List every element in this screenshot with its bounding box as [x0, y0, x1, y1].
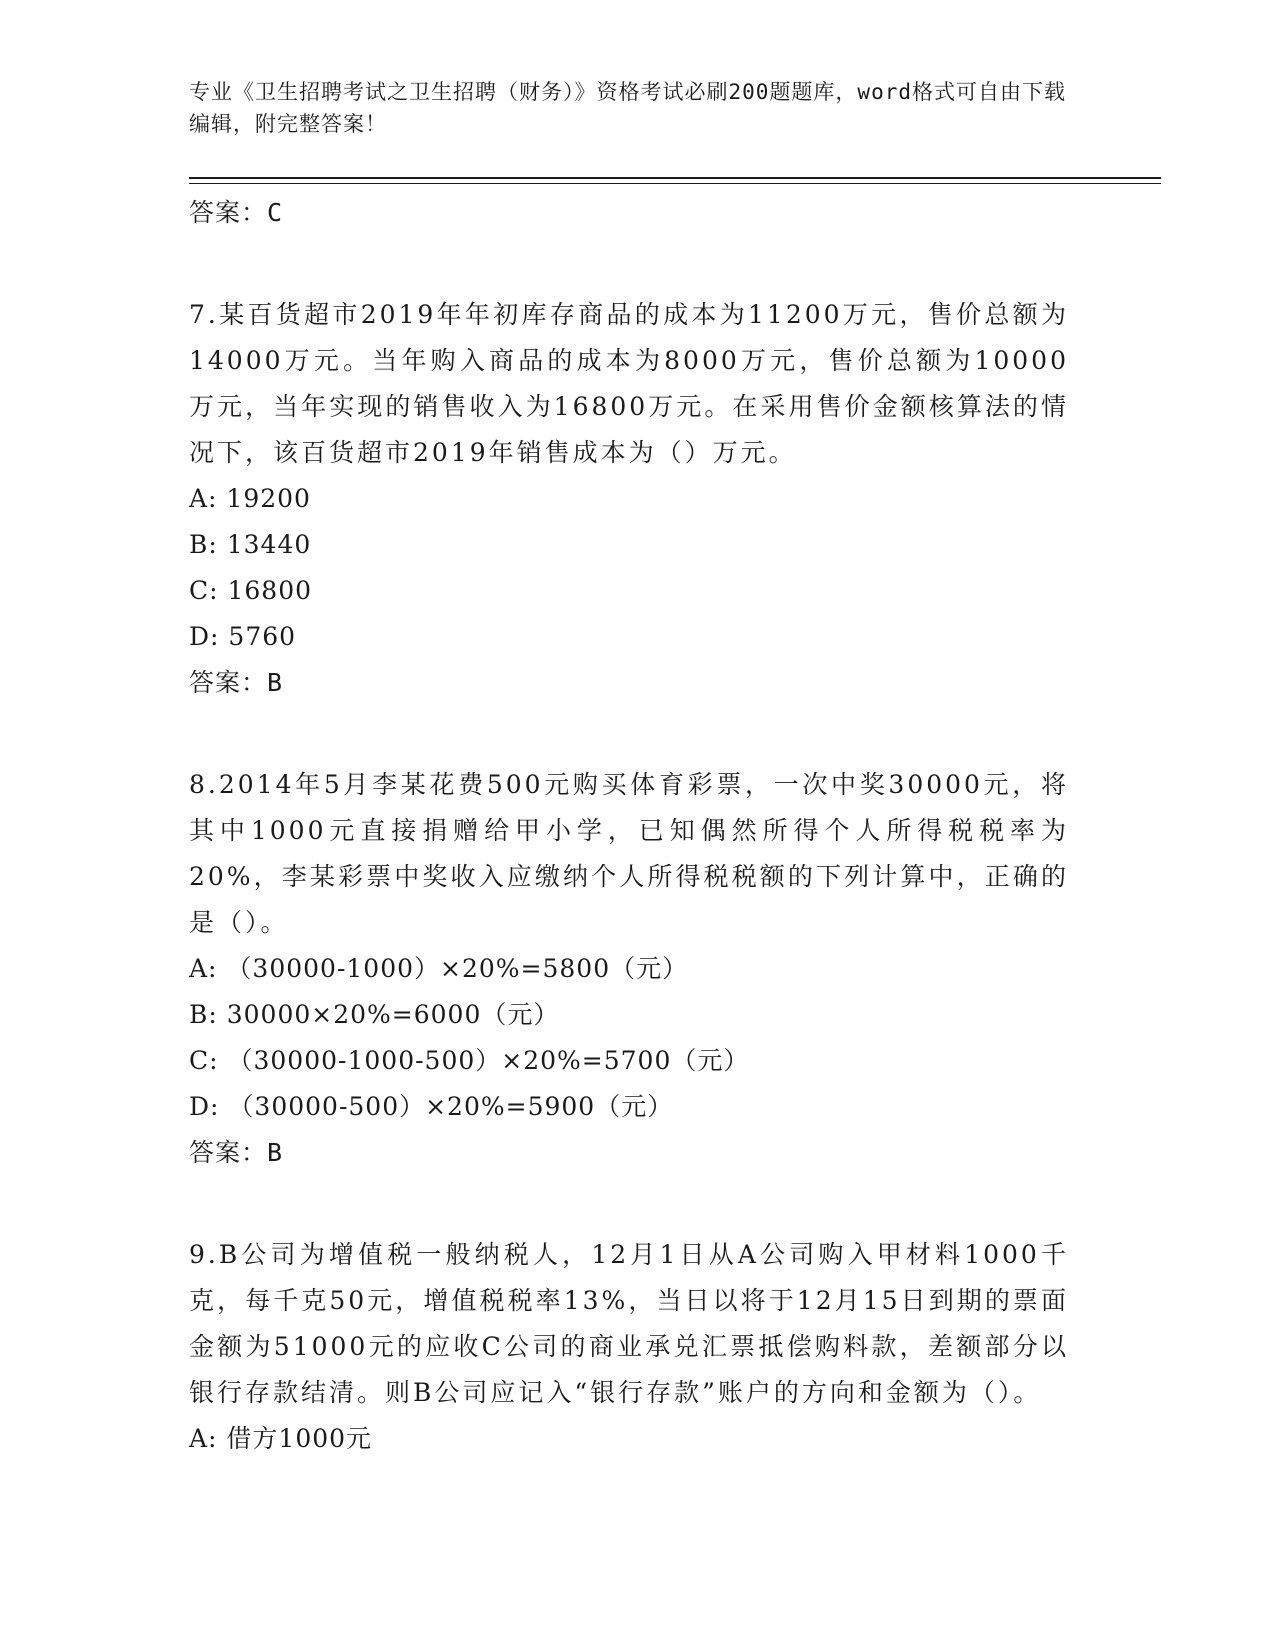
option-d: D: （30000-500）×20%=5900（元）	[189, 1092, 674, 1121]
answer-value: B	[267, 668, 284, 697]
question-stem: 9.B公司为增值税一般纳税人，12月1日从A公司购入甲材料1000千克，每千克50元，增值税税率13%，当日以将于12月15日到期的票面金额为51000元的应收C公司的商业承兑汇票抵偿购料款，差额部分以银行存款结清。则B公司应记入“银行存款”账户的方向和金额为（）。	[189, 1240, 1069, 1407]
header-title: 专业《卫生招聘考试之卫生招聘（财务）》资格考试必刷200题题库，word格式可自由下载编辑，附完整答案！	[189, 80, 1066, 136]
answer-value: B	[267, 1138, 284, 1167]
answer-label: 答案：	[189, 198, 268, 227]
answer-label: 答案：	[189, 668, 268, 697]
question-stem: 7.某百货超市2019年年初库存商品的成本为11200万元，售价总额为14000万元。当年购入商品的成本为8000万元，售价总额为10000万元，当年实现的销售收入为16800万元。在采用售价金额核算法的情况下，该百货超市2019年销售成本为（）万元。	[189, 300, 1069, 467]
option-c: C: 16800	[189, 576, 313, 605]
spacer	[189, 236, 1089, 292]
spacer	[189, 706, 1089, 762]
header-rule-thick	[189, 177, 1161, 179]
document-header	[189, 76, 1069, 140]
spacer	[189, 1176, 1089, 1232]
question-9	[189, 1232, 1089, 1462]
question-8	[189, 762, 1089, 1176]
answer-line	[189, 1130, 1089, 1176]
answer-line	[189, 660, 1089, 706]
answer-line	[189, 190, 1089, 236]
option-a: A: （30000-1000）×20%=5800（元）	[189, 954, 689, 983]
header-rule-thin	[189, 183, 1161, 184]
answer-label: 答案：	[189, 1138, 268, 1167]
option-a: A: 借方1000元	[189, 1424, 373, 1453]
question-7	[189, 292, 1089, 706]
question-list	[189, 190, 1089, 1462]
answer-value: C	[267, 198, 284, 227]
option-b: B: 30000×20%=6000（元）	[189, 1000, 560, 1029]
option-a: A: 19200	[189, 484, 311, 513]
option-b: B: 13440	[189, 530, 312, 559]
option-d: D: 5760	[189, 622, 297, 651]
option-c: C: （30000-1000-500）×20%=5700（元）	[189, 1046, 750, 1075]
question-stem: 8.2014年5月李某花费500元购买体育彩票，一次中奖30000元，将其中1000元直接捐赠给甲小学，已知偶然所得个人所得税税率为20%，李某彩票中奖收入应缴纳个人所得税税额的下列计算中，正确的是（）。	[189, 770, 1069, 937]
